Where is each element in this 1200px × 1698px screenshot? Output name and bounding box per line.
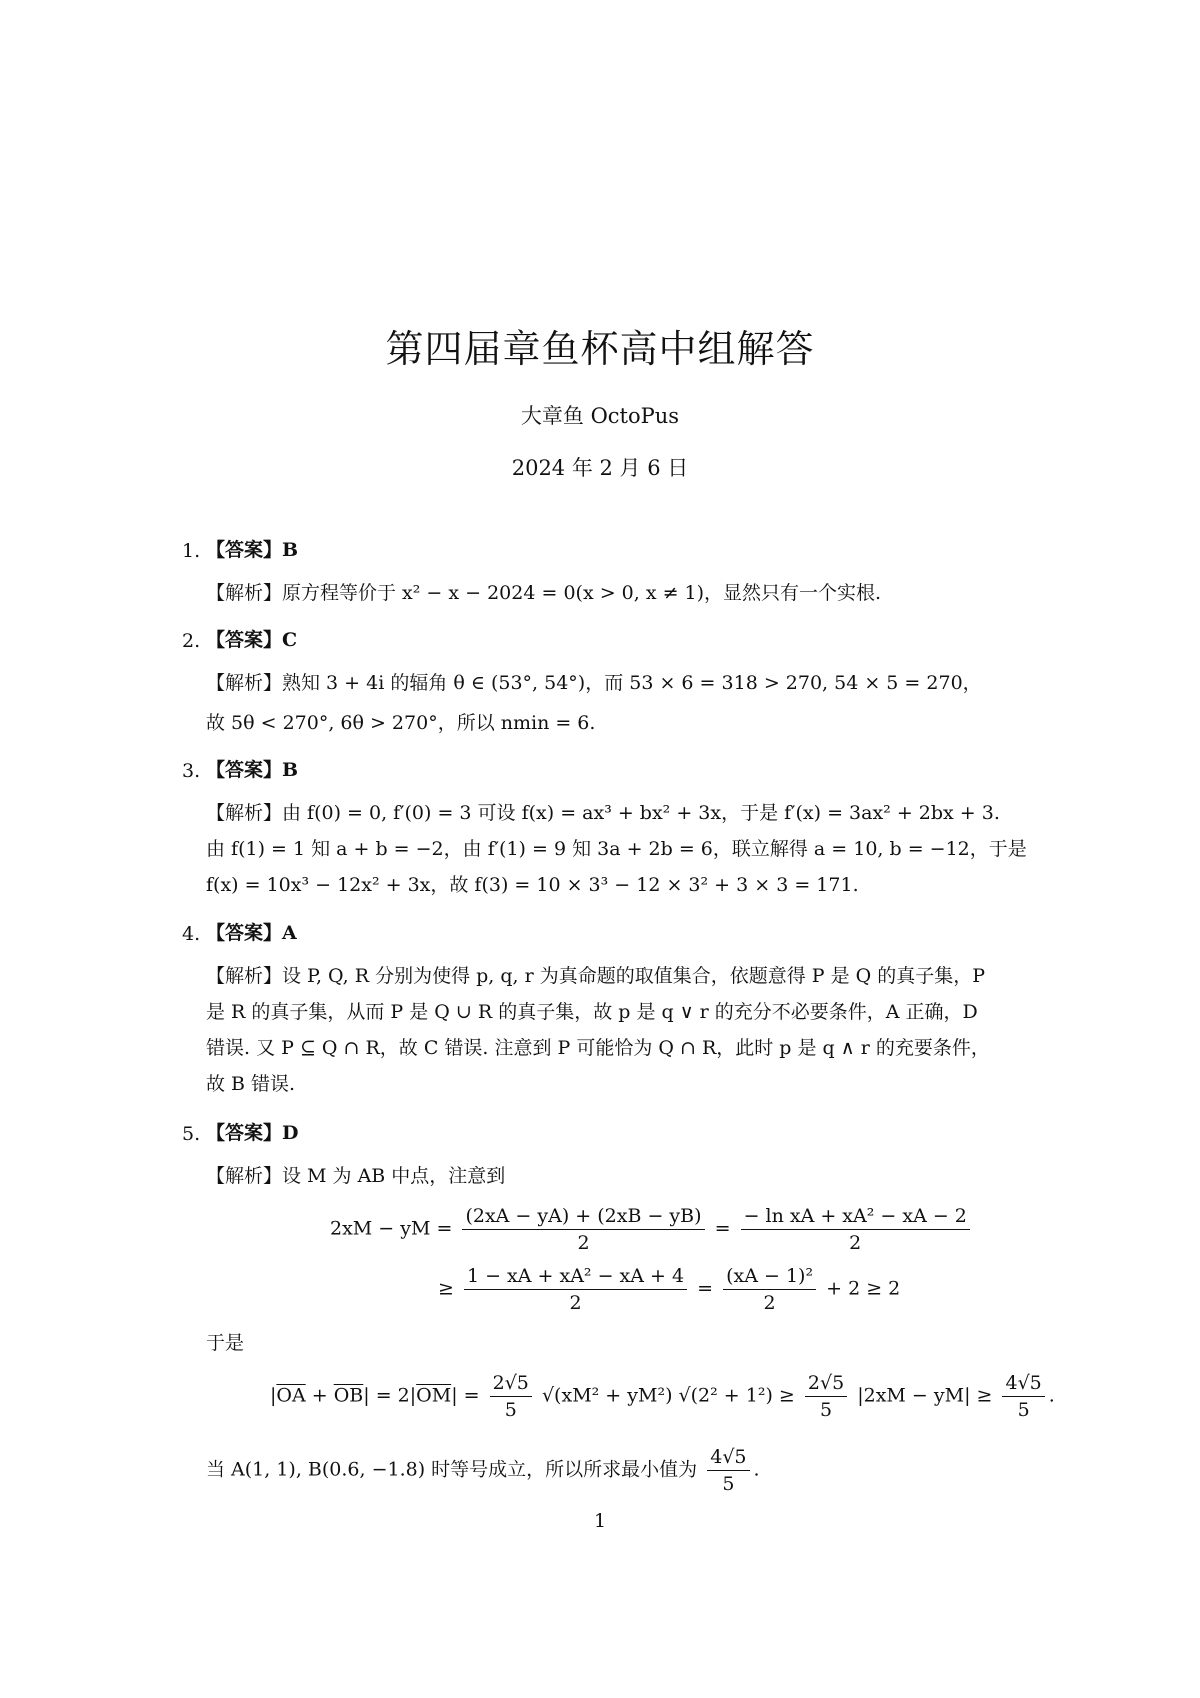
equation-part: | =	[451, 1384, 480, 1407]
abs-bar: |	[270, 1384, 277, 1407]
equation-line-3	[270, 1372, 1055, 1421]
equation-part: | = 2|	[363, 1384, 417, 1407]
period: .	[1048, 1384, 1055, 1407]
answer-line: 【答案】B	[206, 539, 299, 561]
numerator: (xA − 1)²	[723, 1265, 816, 1290]
numerator: (2xA − yA) + (2xB − yB)	[462, 1205, 704, 1230]
equation-line-1	[330, 1205, 974, 1254]
vector-oa: $\overline{OA}$	[276, 1384, 306, 1407]
fraction	[707, 1446, 749, 1495]
fraction	[805, 1372, 847, 1421]
fraction	[464, 1265, 687, 1314]
final-text: 当 A(1, 1), B(0.6, −1.8) 时等号成立，所以所求最小值为	[206, 1458, 698, 1481]
fraction	[723, 1265, 816, 1314]
denominator: 2	[569, 1292, 582, 1314]
period: .	[753, 1458, 760, 1481]
vector-om: $\overline{OM}$	[416, 1384, 452, 1407]
analysis-line: 【解析】熟知 3 + 4i 的辐角 θ ∈ (53°, 54°)，而 53 × 6 = 318 > 270, 54 × 5 = 270，	[206, 672, 982, 694]
item-number: 3.	[182, 760, 201, 782]
analysis-line: 【解析】由 f(0) = 0, f′(0) = 3 可设 f(x) = ax³ + bx² + 3x，于是 f′(x) = 3ax² + 2bx + 3.	[206, 802, 1000, 824]
answer-line: 【答案】C	[206, 629, 298, 651]
fraction	[462, 1205, 704, 1254]
analysis-line: 故 B 错误.	[206, 1073, 296, 1095]
analysis-line: 【解析】设 P, Q, R 分别为使得 p, q, r 为真命题的取值集合，依题意得 P 是 Q 的真子集，P	[206, 965, 986, 987]
ge-sign: ≥	[438, 1277, 454, 1300]
answer-line: 【答案】B	[206, 759, 299, 781]
fraction	[741, 1205, 970, 1254]
equation-tail: + 2 ≥ 2	[826, 1277, 901, 1300]
fraction	[490, 1372, 532, 1421]
equation-lhs: 2xM − yM =	[330, 1217, 453, 1240]
numerator: 2√5	[805, 1372, 847, 1397]
item-number: 4.	[182, 923, 201, 945]
denominator: 2	[849, 1232, 862, 1254]
numerator: 1 − xA + xA² − xA + 4	[464, 1265, 687, 1290]
denominator: 2	[763, 1292, 776, 1314]
equation-part: √(xM² + yM²) √(2² + 1²) ≥	[541, 1384, 795, 1407]
denominator: 5	[819, 1399, 833, 1421]
item-number: 2.	[182, 630, 201, 652]
analysis-line: 由 f(1) = 1 知 a + b = −2，由 f′(1) = 9 知 3a + 2b = 6，联立解得 a = 10, b = −12，于是	[206, 838, 1027, 860]
equation-part: |2xM − yM| ≥	[857, 1384, 993, 1407]
equals-sign: =	[697, 1277, 714, 1300]
denominator: 2	[577, 1232, 590, 1254]
numerator: 4√5	[707, 1446, 749, 1471]
analysis-line: 【解析】设 M 为 AB 中点，注意到	[206, 1165, 506, 1187]
analysis-line: 故 5θ < 270°, 6θ > 270°，所以 nmin = 6.	[206, 712, 596, 734]
equation-line-2	[438, 1265, 900, 1314]
item-number: 1.	[182, 540, 201, 562]
vector-ob: $\overline{OB}$	[333, 1384, 364, 1407]
numerator: 2√5	[490, 1372, 532, 1397]
denominator: 5	[1017, 1399, 1030, 1421]
page-number: 1	[593, 1510, 607, 1532]
analysis-line: 【解析】原方程等价于 x² − x − 2024 = 0(x > 0, x ≠ 1)，显然只有一个实根.	[206, 582, 882, 604]
document-title: 第四届章鱼杯高中组解答	[385, 327, 815, 371]
author-line: 大章鱼 OctoPus	[520, 404, 680, 428]
answer-line: 【答案】D	[206, 1122, 299, 1144]
answer-line: 【答案】A	[206, 922, 297, 944]
connector-text: 于是	[206, 1332, 245, 1354]
plus-sign: +	[305, 1384, 334, 1407]
fraction	[1002, 1372, 1044, 1421]
analysis-line: 是 R 的真子集，从而 P 是 Q ∪ R 的真子集，故 p 是 q ∨ r 的充分不必要条件，A 正确，D	[206, 1001, 978, 1023]
denominator: 5	[722, 1473, 735, 1495]
date-line: 2024 年 2 月 6 日	[511, 456, 689, 480]
numerator: − ln xA + xA² − xA − 2	[741, 1205, 970, 1230]
item-number: 5.	[182, 1123, 201, 1145]
analysis-line: 错误. 又 P ⊆ Q ∩ R，故 C 错误. 注意到 P 可能恰为 Q ∩ R，此时 p 是 q ∧ r 的充要条件，	[206, 1037, 990, 1059]
numerator: 4√5	[1002, 1372, 1044, 1397]
final-line	[206, 1446, 760, 1495]
denominator: 5	[504, 1399, 517, 1421]
equals-sign: =	[714, 1217, 731, 1240]
analysis-line: f(x) = 10x³ − 12x² + 3x，故 f(3) = 10 × 3³ − 12 × 3² + 3 × 3 = 171.	[206, 874, 859, 896]
